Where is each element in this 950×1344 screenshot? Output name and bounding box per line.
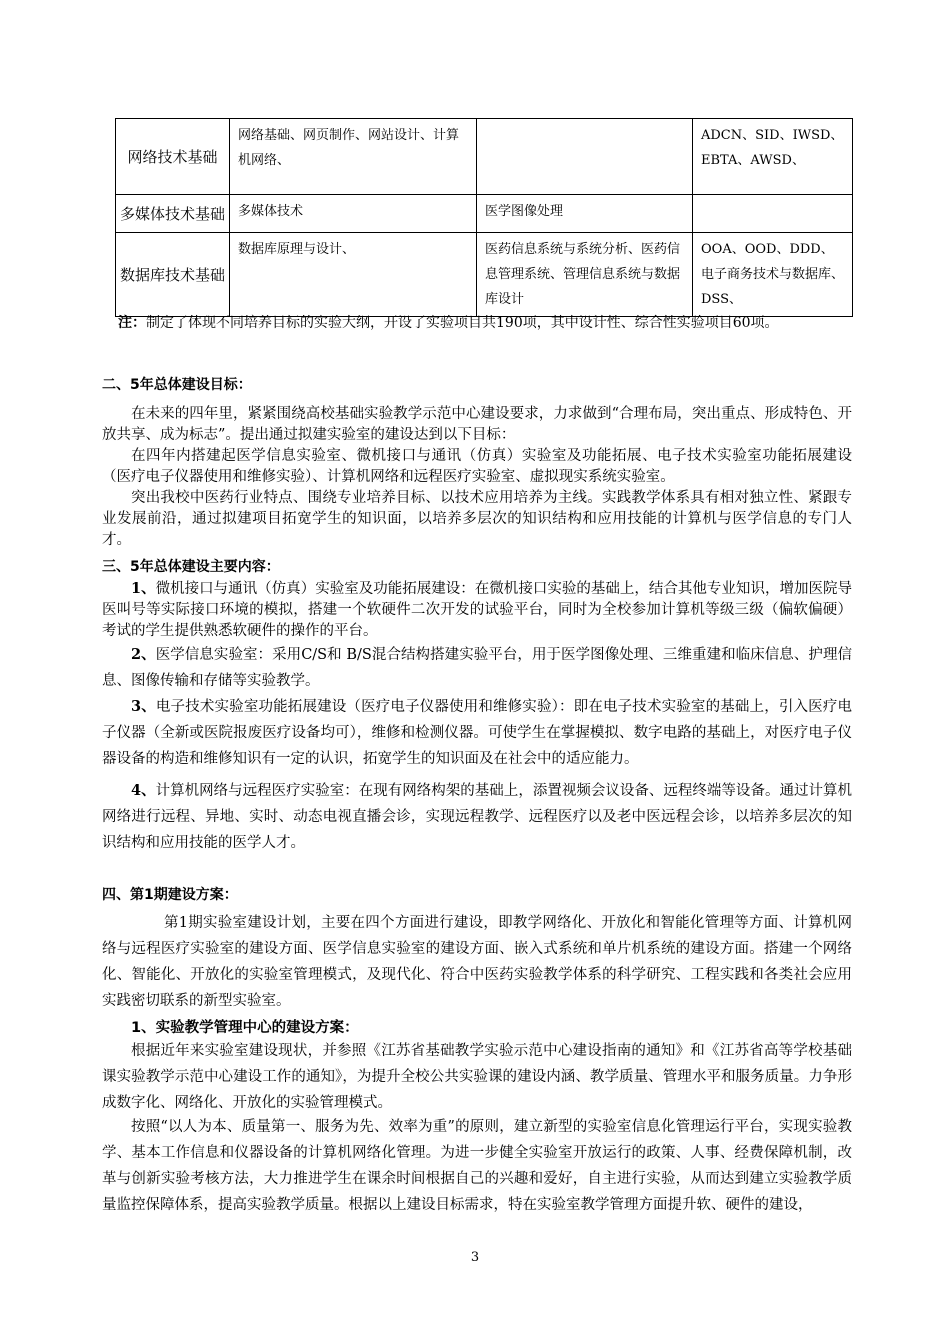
item-4-number: 4、 — [131, 782, 156, 799]
section-4-paragraph-1: 第1期实验室建设计划，主要在四个方面进行建设，即教学网络化、开放化和智能化管理等方面、计算机网络与远程医疗实验室的建设方面、医学信息实验室的建设方面、嵌入式系统和单片机系统的建设方面。搭建一个网络化、智能化、开放化的实验室管理模式，及现代化、符合中医药实验教学体系的科学研究、工程实践和各类社会应用实践密切联系的新型实验室。 — [102, 915, 852, 1009]
note-text: 制定了体现不同培养目标的实验大纲，开设了实验项目共190项，其中设计性、综合性实验项目60项。 — [146, 315, 779, 331]
item-1-number: 1、 — [131, 580, 156, 597]
section-4-paragraph-3: 按照“以人为本、质量第一、服务为先、效率为重”的原则，建立新型的实验室信息化管理运行平台，实现实验教学、基本工作信息和仪器设备的计算机网络化管理。为进一步健全实验室开放运行的政策、人事、经费保障机制，改革与创新实验考核方法，大力推进学生在课余时间根据自己的兴趣和爱好，自主进行实验，从而达到建立实验教学质量监控保障体系，提高实验教学质量。根据以上建设目标需求，特在实验室教学管理方面提升软、硬件的建设， — [102, 1119, 852, 1213]
page-number: 3 — [470, 1250, 480, 1265]
item-2-number: 2、 — [131, 646, 156, 663]
section-3-item-1 — [102, 578, 852, 642]
item-1-text: 微机接口与通讯（仿真）实验室及功能拓展建设：在微机接口实验的基础上，结合其他专业知识，增加医院导医叫号等实际接口环境的模拟，搭建一个软硬件二次开发的试验平台，同时为全校参加计算机等级三级（偏软偏硬）考试的学生提供熟悉软硬件的操作的平台。 — [102, 581, 852, 639]
table-cell-advanced: OOA、OOD、DDD、电子商务技术与数据库、DSS、 — [693, 233, 853, 317]
section-3-heading: 三、5年总体建设主要内容： — [102, 559, 280, 575]
item-3-number: 3、 — [131, 698, 156, 715]
item-3-text: 电子技术实验室功能拓展建设（医疗电子仪器使用和维修实验）：即在电子技术实验室的基础上，引入医疗电子仪器（全新或医院报废医疗设备均可），维修和检测仪器。可使学生在掌握模拟、数字电路的基础上，对医疗电子仪器设备的构造和维修知识有一定的认识，拓宽学生的知识面及在社会中的适应能力。 — [102, 699, 852, 767]
table-cell-advanced — [693, 195, 853, 233]
table-cell-category: 网络技术基础 — [116, 119, 230, 195]
section-3-item-4 — [102, 778, 852, 856]
section-2-heading: 二、5年总体建设目标： — [102, 377, 252, 393]
section-3-item-2 — [102, 642, 852, 694]
item-4-text: 计算机网络与远程医疗实验室：在现有网络构架的基础上，添置视频会议设备、远程终端等设备。通过计算机网络进行远程、异地、实时、动态电视直播会诊，实现远程教学、远程医疗以及老中医远程会诊，以培养多层次的知识结构和应用技能的医学人才。 — [102, 783, 852, 851]
table-row — [116, 119, 853, 195]
section-4-heading: 四、第1期建设方案： — [102, 887, 238, 903]
section-2-paragraph-3: 突出我校中医药行业特点、围绕专业培养目标、以技术应用培养为主线。实践教学体系具有相对独立性、紧跟专业发展前沿，通过拟建项目拓宽学生的知识面，以培养多层次的知识结构和应用技能的计算机与医学信息的专门人才。 — [102, 490, 852, 548]
table-row — [116, 233, 853, 317]
lab-course-table — [115, 118, 853, 317]
table-cell-medical: 医药信息系统与系统分析、医药信息管理系统、管理信息系统与数据库设计 — [477, 233, 693, 317]
section-2-paragraph-2: 在四年内搭建起医学信息实验室、微机接口与通讯（仿真）实验室及功能拓展、电子技术实验室功能拓展建设（医疗电子仪器使用和维修实验）、计算机网络和远程医疗实验室、虚拟现实系统实验室。 — [102, 448, 852, 485]
table-cell-category: 数据库技术基础 — [116, 233, 230, 317]
note-label: 注： — [118, 315, 146, 331]
table-cell-basic: 网络基础、网页制作、网站设计、计算机网络、 — [230, 119, 477, 195]
section-2-paragraph-1: 在未来的四年里，紧紧围绕高校基础实验教学示范中心建设要求，力求做到“合理布局，突出重点、形成特色、开放共享、成为标志”。提出通过拟建实验室的建设达到以下目标： — [102, 406, 852, 443]
table-note — [118, 313, 858, 333]
section-4-subheading: 1、实验教学管理中心的建设方案： — [131, 1020, 359, 1036]
section-4-paragraph-2: 根据近年来实验室建设现状，并参照《江苏省基础教学实验示范中心建设指南的通知》和《江苏省高等学校基础课实验教学示范中心建设工作的通知》，为提升全校公共实验课的建设内涵、教学质量、管理水平和服务质量。力争形成数字化、网络化、开放化的实验管理模式。 — [102, 1043, 852, 1111]
table-cell-medical: 医学图像处理 — [477, 195, 693, 233]
table-cell-basic: 数据库原理与设计、 — [230, 233, 477, 317]
section-3-item-3 — [102, 694, 852, 772]
item-2-text: 医学信息实验室：采用C/S和 B/S混合结构搭建实验平台，用于医学图像处理、三维重建和临床信息、护理信息、图像传输和存储等实验教学。 — [102, 647, 853, 689]
table-cell-basic: 多媒体技术 — [230, 195, 477, 233]
table-row — [116, 195, 853, 233]
table-cell-advanced: ADCN、SID、IWSD、EBTA、AWSD、 — [693, 119, 853, 195]
table-cell-medical — [477, 119, 693, 195]
table-cell-category: 多媒体技术基础 — [116, 195, 230, 233]
